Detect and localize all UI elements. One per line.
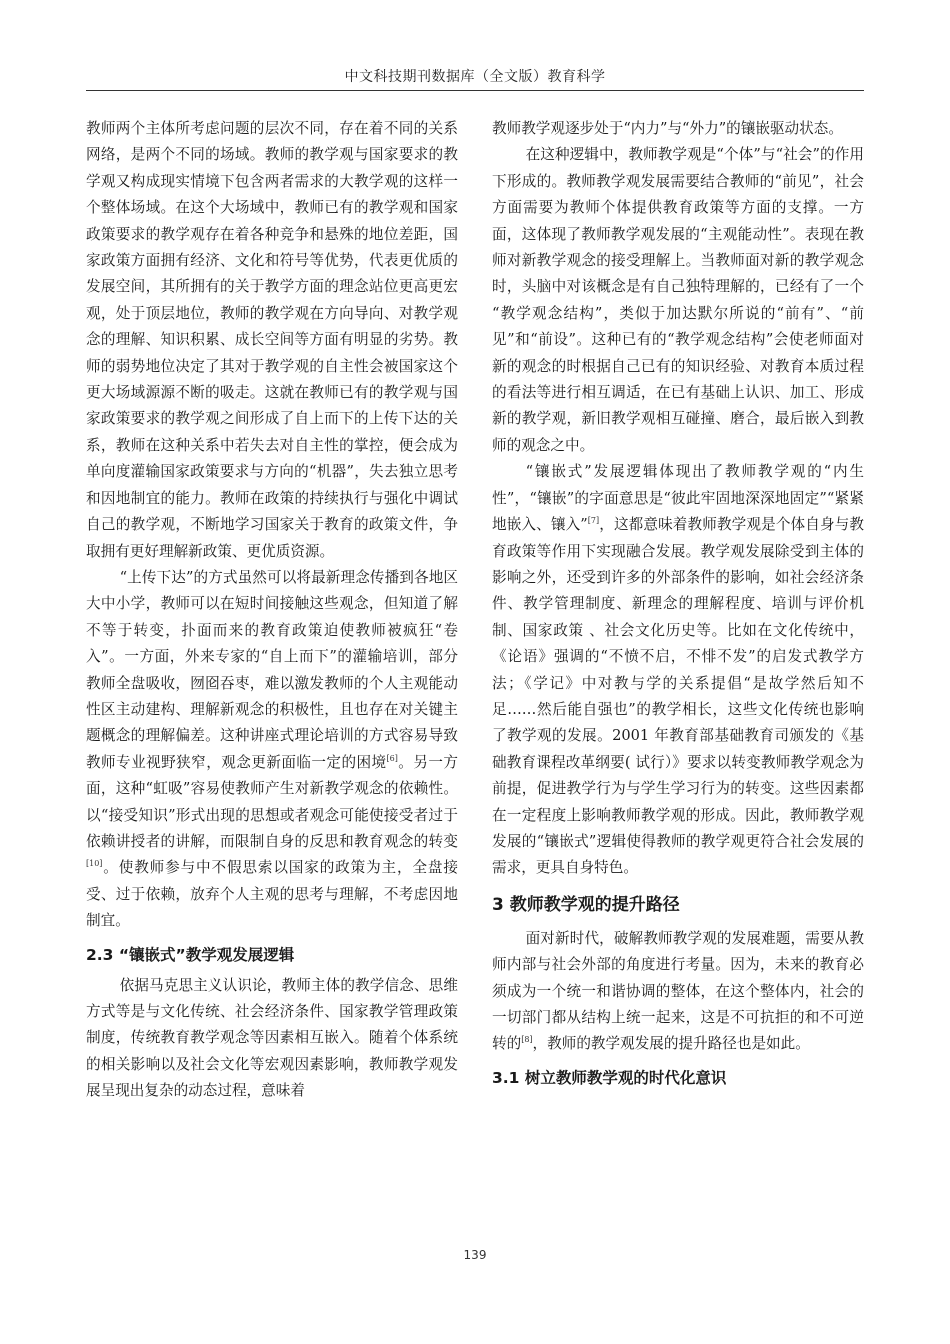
page-number: 139: [463, 1248, 487, 1262]
section-heading-2-3: 2.3 “镶嵌式”教学观发展逻辑: [86, 945, 295, 964]
citation: [7]: [587, 516, 600, 526]
running-header: 中文科技期刊数据库（全文版）教育科学: [344, 69, 606, 85]
paragraph-text: 。另一方面，这种“虹吸”容易使教师产生对新教学观念的依赖性。以“接受知识”形式出现的思想或者观念可能使接受者过于依赖讲授者的讲解，而限制自身的反思和教育观念的转变: [86, 753, 458, 850]
paragraph-text: 面对新时代，破解教师教学观的发展难题，需要从教师内部与社会外部的角度进行考量。因为，未来的教育必须成为一个统一和谐协调的整体，在这个整体内，社会的一切部门都从结构上统一起来，这是不可抗拒的和不可逆转的: [492, 929, 864, 1053]
right-column: [492, 116, 864, 1236]
header-rule: [86, 90, 864, 91]
paragraph: 依据马克思主义认识论，教师主体的教学信念、思维方式等是与文化传统、社会经济条件、国家教学管理政策制度，传统教育教学观念等因素相互嵌入。随着个体系统的相关影响以及社会文化等宏观因素影响，教师教学观发展呈现出复杂的动态过程，意味着: [86, 976, 458, 1100]
paragraph-text: 。使教师参与中不假思索以国家的政策为主，全盘接受、过于依赖，放弃个人主观的思考与理解，不考虑因地制宜。: [86, 859, 458, 930]
paragraph: 在这种逻辑中，教师教学观是“个体”与“社会”的作用下形成的。教师教学观发展需要结合教师的“前见”，社会方面需要为教师个体提供教育政策等方面的支撑。一方面，这体现了教师教学观发展的“主观能动性”。表现在教师对新教学观念的接受理解上。当教师面对新的教学观念时，头脑中对该概念是有自己独特理解的，已经有了一个 “教学观念结构”，类似于加达默尔所说的“前有”、“前见”和“前设”。这种已有的“教学观念结构”会使老师面对新的观念的时根据自己已有的知识经验、对教育本质过程的看法等进行相互调适，在已有基础上认识、加工、形成新的教学观，新旧教学观相互碰撞、磨合，最后嵌入到教师的观念之中。: [492, 146, 864, 454]
paragraph: 教师教学观逐步处于“内力”与“外力”的镶嵌驱动状态。: [492, 120, 843, 137]
paragraph: [492, 459, 864, 882]
paragraph: [492, 926, 864, 1058]
paragraph: 教师两个主体所考虑问题的层次不同，存在着不同的关系网络，是两个不同的场域。教师的教学观与国家要求的教学观又构成现实情境下包含两者需求的大教学观的这样一个整体场域。在这个大场域中，教师已有的教学观和国家政策要求的教学观存在着各种竞争和悬殊的地位差距，国家政策方面拥有经济、文化和符号等优势，代表更优质的发展空间，其所拥有的关于教学方面的理念站位更高更宏观，处于顶层地位，教师的教学观在方向导向、对教学观念的理解、知识积累、成长空间等方面有明显的劣势。教师的弱势地位决定了其对于教学观的自主性会被国家这个更大场域源源不断的吸走。这就在教师已有的教学观与国家政策要求的教学观之间形成了自上而下的上传下达的关系，教师在这种关系中若失去对自主性的掌控，便会成为单向度灌输国家政策要求与方向的“机器”，失去独立思考和因地制宜的能力。教师在政策的持续执行与强化中调试自己的教学观，不断地学习国家关于教育的政策文件，争取拥有更好理解新政策、更优质资源。: [86, 120, 458, 560]
paragraph: [86, 565, 458, 935]
citation: [6]: [386, 753, 398, 763]
paragraph-text: “上传下达”的方式虽然可以将最新理念传播到各地区大中小学，教师可以在短时间接触这些观念，但知道了解不等于转变，扑面而来的教育政策迫使教师被疯狂“卷入”。一方面，外来专家的“自上而下”的灌输培训，部分教师全盘吸收，囫囵吞枣，难以激发教师的个人主观能动性区主动建构、理解新观念的积极性，且也存在对关键主题概念的理解偏差。这种讲座式理论培训的方式容易导致教师专业视野狭窄，观念更新面临一定的困境: [86, 568, 458, 771]
section-heading-3-1: 3.1 树立教师教学观的时代化意识: [492, 1068, 727, 1087]
paragraph-text: “镶嵌式”发展逻辑体现出了教师教学观的“内生性”，“镶嵌”的字面意思是“彼此牢固地深深地固定”“紧紧地嵌入、镶入”: [492, 463, 864, 534]
left-column: [86, 116, 458, 1236]
citation: [10]: [86, 859, 103, 869]
citation: [8]: [521, 1035, 533, 1045]
paragraph-text: ，教师的教学观发展的提升路径也是如此。: [532, 1035, 810, 1053]
paragraph-text: ，这都意味着教师教学观是个体自身与教育政策等作用下实现融合发展。教学观发展除受到主体的影响之外，还受到许多的外部条件的影响，如社会经济条件、教学管理制度、新理念的理解程度、培训与评价机制、国家政策 、社会文化历史等。比如在文化传统中，《论语》强调的“不愤不启，不悱不发”的启发式教学方法；《学记》中对教与学的关系提倡“是故学然后知不足……然后能自强也”的教学相长，这些文化传统也影响了教学观的发展。2001 年教育部基础教育司颁发的《基础教育课程改革纲要( 试行）》要求以转变教师教学观念为前提，促进教学行为与学生学习行为的转变。这些因素都在一定程度上影响教师教学观的形成。因此，教师教学观发展的“镶嵌式”逻辑使得教师的教学观更符合社会发展的需求，更具自身特色。: [492, 516, 864, 877]
section-heading-3: 3 教师教学观的提升路径: [492, 894, 680, 915]
